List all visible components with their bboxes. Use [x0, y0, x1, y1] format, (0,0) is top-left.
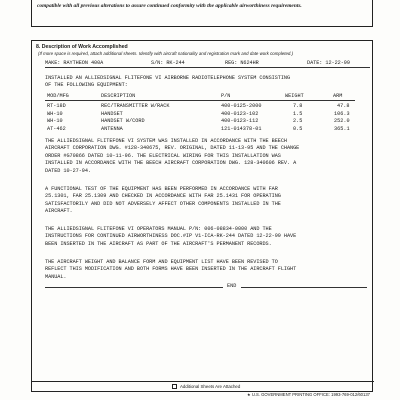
- cell-pn: 400-0123-112: [221, 118, 259, 124]
- intro-paragraph: INSTALLED AN ALLIEDSIGNAL FLITEFONE VI AIRBORNE RADIOTELEPHONE SYSTEM CONSISTING OF THE FOLLOWING EQUIPMENT:: [45, 75, 291, 89]
- header-registration: REG: N624HR: [225, 60, 259, 66]
- section-subheading: (If more space is required, attach additional sheets. Identify with aircraft nationality and registration mark and date work completed.): [38, 50, 294, 56]
- header-make: MAKE: RAYTHEON 400A: [45, 60, 104, 66]
- cell-weight: 2.5: [293, 118, 303, 124]
- functional-test-paragraph: A FUNCTIONAL TEST OF THE EQUIPMENT HAS BEEN PERFORMED IN ACCORDANCE WITH FAR 25.1301, FAR 25.1309 AND CHECKED IN ACCORDANCE WITH FAR 25.1431 FOR OPERATING SATISFACTORILY AND DID NOT ADVERSELY AFFECT OTHER COMPONENTS INSTALLED IN THE AIRCRAFT.: [45, 186, 281, 215]
- col-header-arm: ARM: [333, 93, 343, 99]
- operators-manual-paragraph: THE ALLIEDSIGNAL FLITEFONE VI OPERATORS MANUAL P/N: 006-08834-0000 AND THE INSTRUCTIONS FOR CONTINUED AIRWORTHINESS DOC.#IP V1-ICA-RK-244 DATED 12-22-99 HAVE BEEN INSERTED IN THE AIRCRAFT AS PART OF THE AIRCRAFT'S PERMANENT RECORDS.: [45, 226, 297, 247]
- cell-description: REC/TRANSMITTER W/RACK: [101, 103, 170, 109]
- equipment-table-header: [45, 93, 365, 100]
- cell-arm: 365.1: [334, 125, 350, 132]
- section-heading: 8. Description of Work Accomplished: [36, 44, 128, 50]
- cell-description: HANDSET: [101, 110, 123, 117]
- table-header-rule: [45, 100, 355, 101]
- top-notice-box: [31, 0, 373, 27]
- cell-description: HANDSET W/CORD: [101, 118, 145, 124]
- cell-weight: 7.8: [293, 103, 303, 109]
- additional-sheets-checkbox[interactable]: [172, 384, 177, 389]
- col-header-pn: P/N: [221, 93, 231, 99]
- end-label: END: [227, 283, 237, 289]
- cell-arm: 106.3: [334, 110, 350, 117]
- cell-weight: 0.5: [293, 125, 303, 132]
- col-header-mod: MOD/MFG: [47, 93, 69, 99]
- gpo-imprint: ★ U.S. GOVERNMENT PRINTING OFFICE: 1993-769-012/60137: [246, 392, 370, 397]
- cell-pn: 121-014378-01: [221, 125, 262, 132]
- installation-paragraph: THE ALLIEDSIGNAL FLITEFONE VI SYSTEM WAS INSTALLED IN ACCORDANCE WITH THE BEECH AIRCRAFT CORPORATION DWG. #128-340675, REV. ORIGINAL, DATED 11-13-95 AND THE CHANGE ORDER #G70866 DATED 10-11-96. THE ELECTRICAL WIRING FOR THIS INSTALLATION WAS INSTALLED IN ACCORDANCE WITH THE BEECH AIRCRAFT CORPORATION DWG. 128-340606 REV. A DATED 10-27-94.: [45, 138, 300, 174]
- cell-mod: RT-18D: [47, 103, 66, 109]
- table-row: [45, 126, 365, 133]
- end-marker: [45, 283, 365, 291]
- cell-mod: AT-462: [47, 125, 66, 132]
- end-rule-right: [241, 287, 367, 288]
- description-of-work-box: [31, 40, 373, 392]
- footer-divider: [32, 381, 374, 382]
- table-row: [45, 111, 365, 118]
- cell-description: ANTENNA: [101, 125, 123, 132]
- cell-weight: 1.5: [293, 110, 303, 117]
- additional-sheets-label: Additional Sheets Are Attached: [180, 383, 241, 389]
- table-row: [45, 118, 365, 125]
- header-underline: [45, 67, 370, 68]
- cell-mod: WH-10: [47, 118, 63, 124]
- cell-arm: 47.8: [337, 103, 350, 109]
- top-notice-text: [37, 3, 368, 9]
- cell-mod: WH-10: [47, 110, 63, 117]
- header-date: DATE: 12-22-99: [307, 60, 350, 66]
- weight-balance-paragraph: THE AIRCRAFT WEIGHT AND BALANCE FORM AND EQUIPMENT LIST HAVE BEEN REVISED TO REFLECT THIS MODIFICATION AND BOTH FORMS HAVE BEEN INSERTED IN THE AIRCRAFT FLIGHT MANUAL.: [45, 259, 297, 280]
- col-header-description: DESCRIPTION: [101, 93, 136, 99]
- col-header-weight: WEIGHT: [285, 93, 304, 99]
- cell-pn: 400-0123-102: [221, 110, 259, 117]
- header-serial-number: S/N: RK-244: [151, 60, 185, 66]
- top-notice-line: compatible with all previous alterations to assure continued conformity with the applicable airworthiness requirements.: [37, 3, 302, 9]
- end-rule-left: [45, 287, 223, 288]
- table-row: [45, 103, 365, 110]
- cell-arm: 252.0: [334, 118, 350, 124]
- aircraft-header: [45, 60, 370, 69]
- cell-pn: 400-0125-2000: [221, 103, 262, 109]
